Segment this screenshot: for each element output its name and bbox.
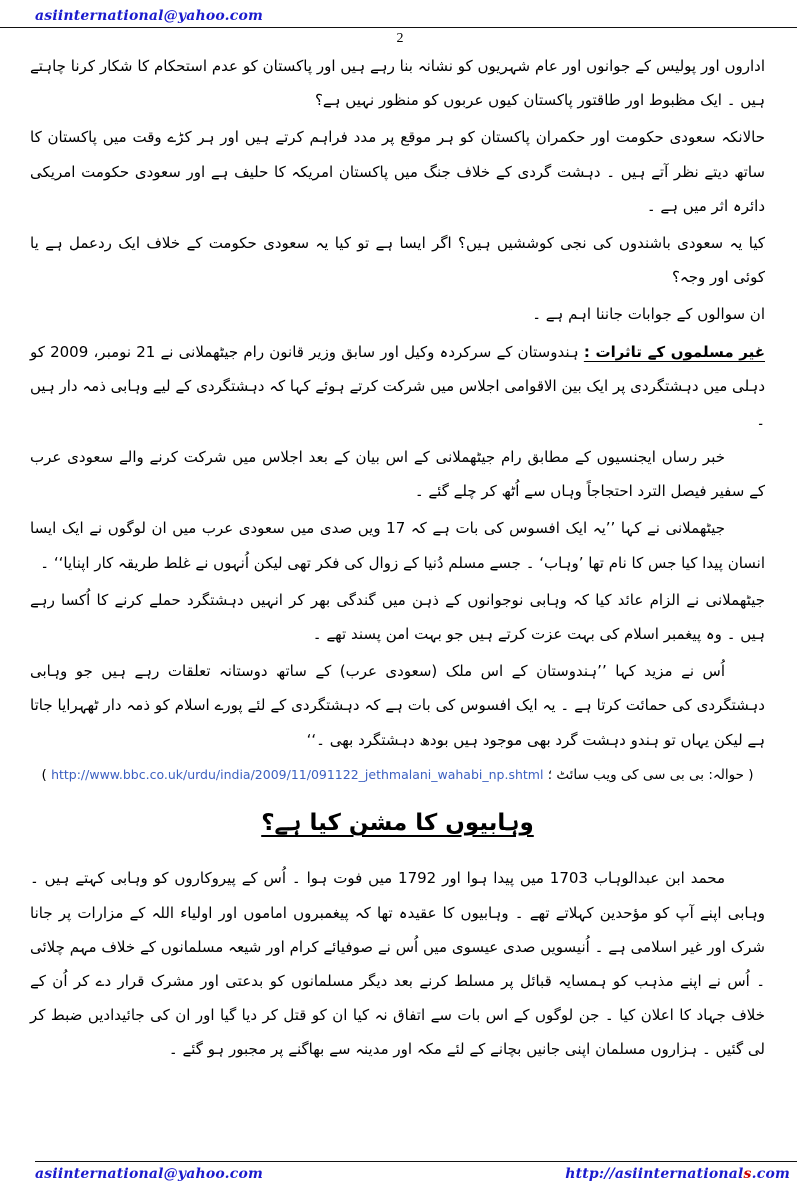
bbc-url-link[interactable]: http://www.bbc.co.uk/urdu/india/2009/11/091122_jethmalani_wahabi_np.shtml (51, 766, 544, 782)
paragraph-news-agencies: خبر رساں ایجنسیوں کے مطابق رام جیٹھملانی کے اس بیان کے بعد اجلاس میں شرکت کرنے والے سعودی عرب کے سفیر فیصل الترد احتجاجاً وہاں سے اُٹھ کر چلے گئے ۔ (30, 448, 765, 501)
document-body (0, 47, 800, 1067)
paragraph-jethmalani-statement: ہندوستان کے سرکردہ وکیل اور سابق وزیر قانون رام جیٹھملانی نے 21 نومبر، 2009 کو دہلی میں دہشتگردی پر ایک بین الاقوامی اجلاس میں شرکت کرتے ہوئے کہا کہ دہشتگردی کے لیے وہابی ذمہ دار ہیں ۔ (30, 342, 765, 429)
paragraph-jethmalani-quote: جیٹھملانی نے کہا ’’یہ ایک افسوس کی بات ہے کہ 17 ویں صدی میں سعودی عرب میں ان لوگوں نے ایک ایسا انسان پیدا کیا جس کا نام تھا ’وہاب‘ ۔ جسے مسلم دُنیا کے زوال کی فکر تھی لیکن اُنہوں نے غلط طریقہ کار اپنایا‘‘ ۔ (30, 519, 765, 572)
paragraph-targets: اداروں اور پولیس کے جوانوں اور عام شہریوں کو نشانہ بنا رہے ہیں اور پاکستان کو عدم استحکام کا شکار کرنا چاہتے ہیں ۔ ایک مظبوط اور طاقتور پاکستان کیوں عربوں کو منظور نہیں ہے؟ (30, 57, 765, 110)
page-footer (0, 1161, 800, 1182)
reference-line (30, 763, 765, 787)
footer-divider (35, 1161, 797, 1162)
paragraph-answers-important: ان سوالوں کے جوابات جاننا اہم ہے ۔ (532, 305, 765, 324)
page-header (0, 0, 797, 28)
paragraph-saudi-support: حالانکہ سعودی حکومت اور حکمران پاکستان کو ہر موقع پر مدد فراہم کرتے ہیں اور ہر کڑے وقت میں پاکستان کا ساتھ دیتے نظر آتے ہیں ۔ دہشت گردی کے خلاف جنگ میں پاکستان امریکہ کا حلیف ہے اور سعودی حکومت امریکی دائرہ اثر میں ہے ۔ (30, 128, 765, 215)
reference-label: ( حوالہ: بی بی سی کی ویب سائٹ ؛ (547, 766, 754, 783)
footer-site-link[interactable] (565, 1166, 790, 1182)
footer-site-accent-s: s (743, 1166, 752, 1182)
reference-close-paren: ) (41, 766, 47, 783)
header-email-link[interactable]: asiinternational@yahoo.com (35, 8, 264, 24)
paragraph-jethmalani-further: اُس نے مزید کہا ’’ہندوستان کے اس ملک (سعودی عرب) کے ساتھ دوستانہ تعلقات رہے ہیں جو وہابی دہشتگردی کی حمائت کرتا ہے ۔ یہ ایک افسوس کی بات ہے کہ دہشتگردی کے لئے پورے اسلام کو ذمہ دار ٹھہرایا جاتا ہے لیکن یہاں تو ہندو دہشت گرد بھی موجود ہیں بودھ دہشتگرد بھی ۔‘‘ (30, 662, 765, 749)
section-heading-wahhabi-mission: وہابیوں کا مشن کیا ہے؟ (261, 810, 534, 837)
paragraph-non-muslim-reactions (30, 335, 765, 438)
paragraph-questions: کیا یہ سعودی باشندوں کی نجی کوششیں ہیں؟ اگر ایسا ہے تو کیا یہ سعودی حکومت کے خلاف ایک ردعمل ہے یا کوئی اور وجہ؟ (30, 233, 765, 287)
page-number: 2 (396, 31, 404, 46)
footer-email-link[interactable]: asiinternational@yahoo.com (35, 1166, 264, 1182)
footer-site-prefix: http://asiinternational (565, 1166, 744, 1182)
paragraph-jethmalani-accusation: جیٹھملانی نے الزام عائد کیا کہ وہابی نوجوانوں کے ذہن میں گندگی بھر کر انہیں دہشتگرد حملے کرنے کا اُکسا رہے ہیں ۔ وہ پیغمبر اسلام کی بہت عزت کرتے ہیں جو بہت امن پسند تھے ۔ (30, 590, 765, 643)
lead-in-non-muslim-reactions: غیر مسلموں کے تاثرات : (583, 342, 765, 361)
footer-site-suffix: .com (751, 1166, 790, 1182)
paragraph-wahhab-history: محمد ابن عبدالوہاب 1703 میں پیدا ہوا اور 1792 میں فوت ہوا ۔ اُس کے پیروکاروں کو وہابی کہتے ہیں ۔ وہابی اپنے آپ کو مؤحدین کہلاتے تھے ۔ وہابیوں کا عقیدہ تھا کہ پیغمبروں اماموں اور اولیاء اللہ کے مزارات پر جانا شرک اور غیر اسلامی ہے ۔ اُنیسویں صدی عیسوی میں اُس نے صوفیائے کرام اور شیعہ مسلمانوں کے خلاف مہم چلائی ۔ اُس نے اپنے مذہب کو ہمسایہ قبائل پر مسلط کرنے بعد دیگر مسلمانوں کو بدعتی اور مشرک قرار دے کر اُن کے خلاف جہاد کا اعلان کیا ۔ جن لوگوں کے اس بات سے اتفاق نہ کیا ان کو قتل کر دیا گیا اور ان کی جائیدادیں ضبط کر لی گئیں ۔ ہزاروں مسلمان اپنی جانیں بچانے کے لئے مکہ اور مدینہ سے بھاگنے پر مجبور ہو گئے ۔ (30, 869, 765, 1059)
